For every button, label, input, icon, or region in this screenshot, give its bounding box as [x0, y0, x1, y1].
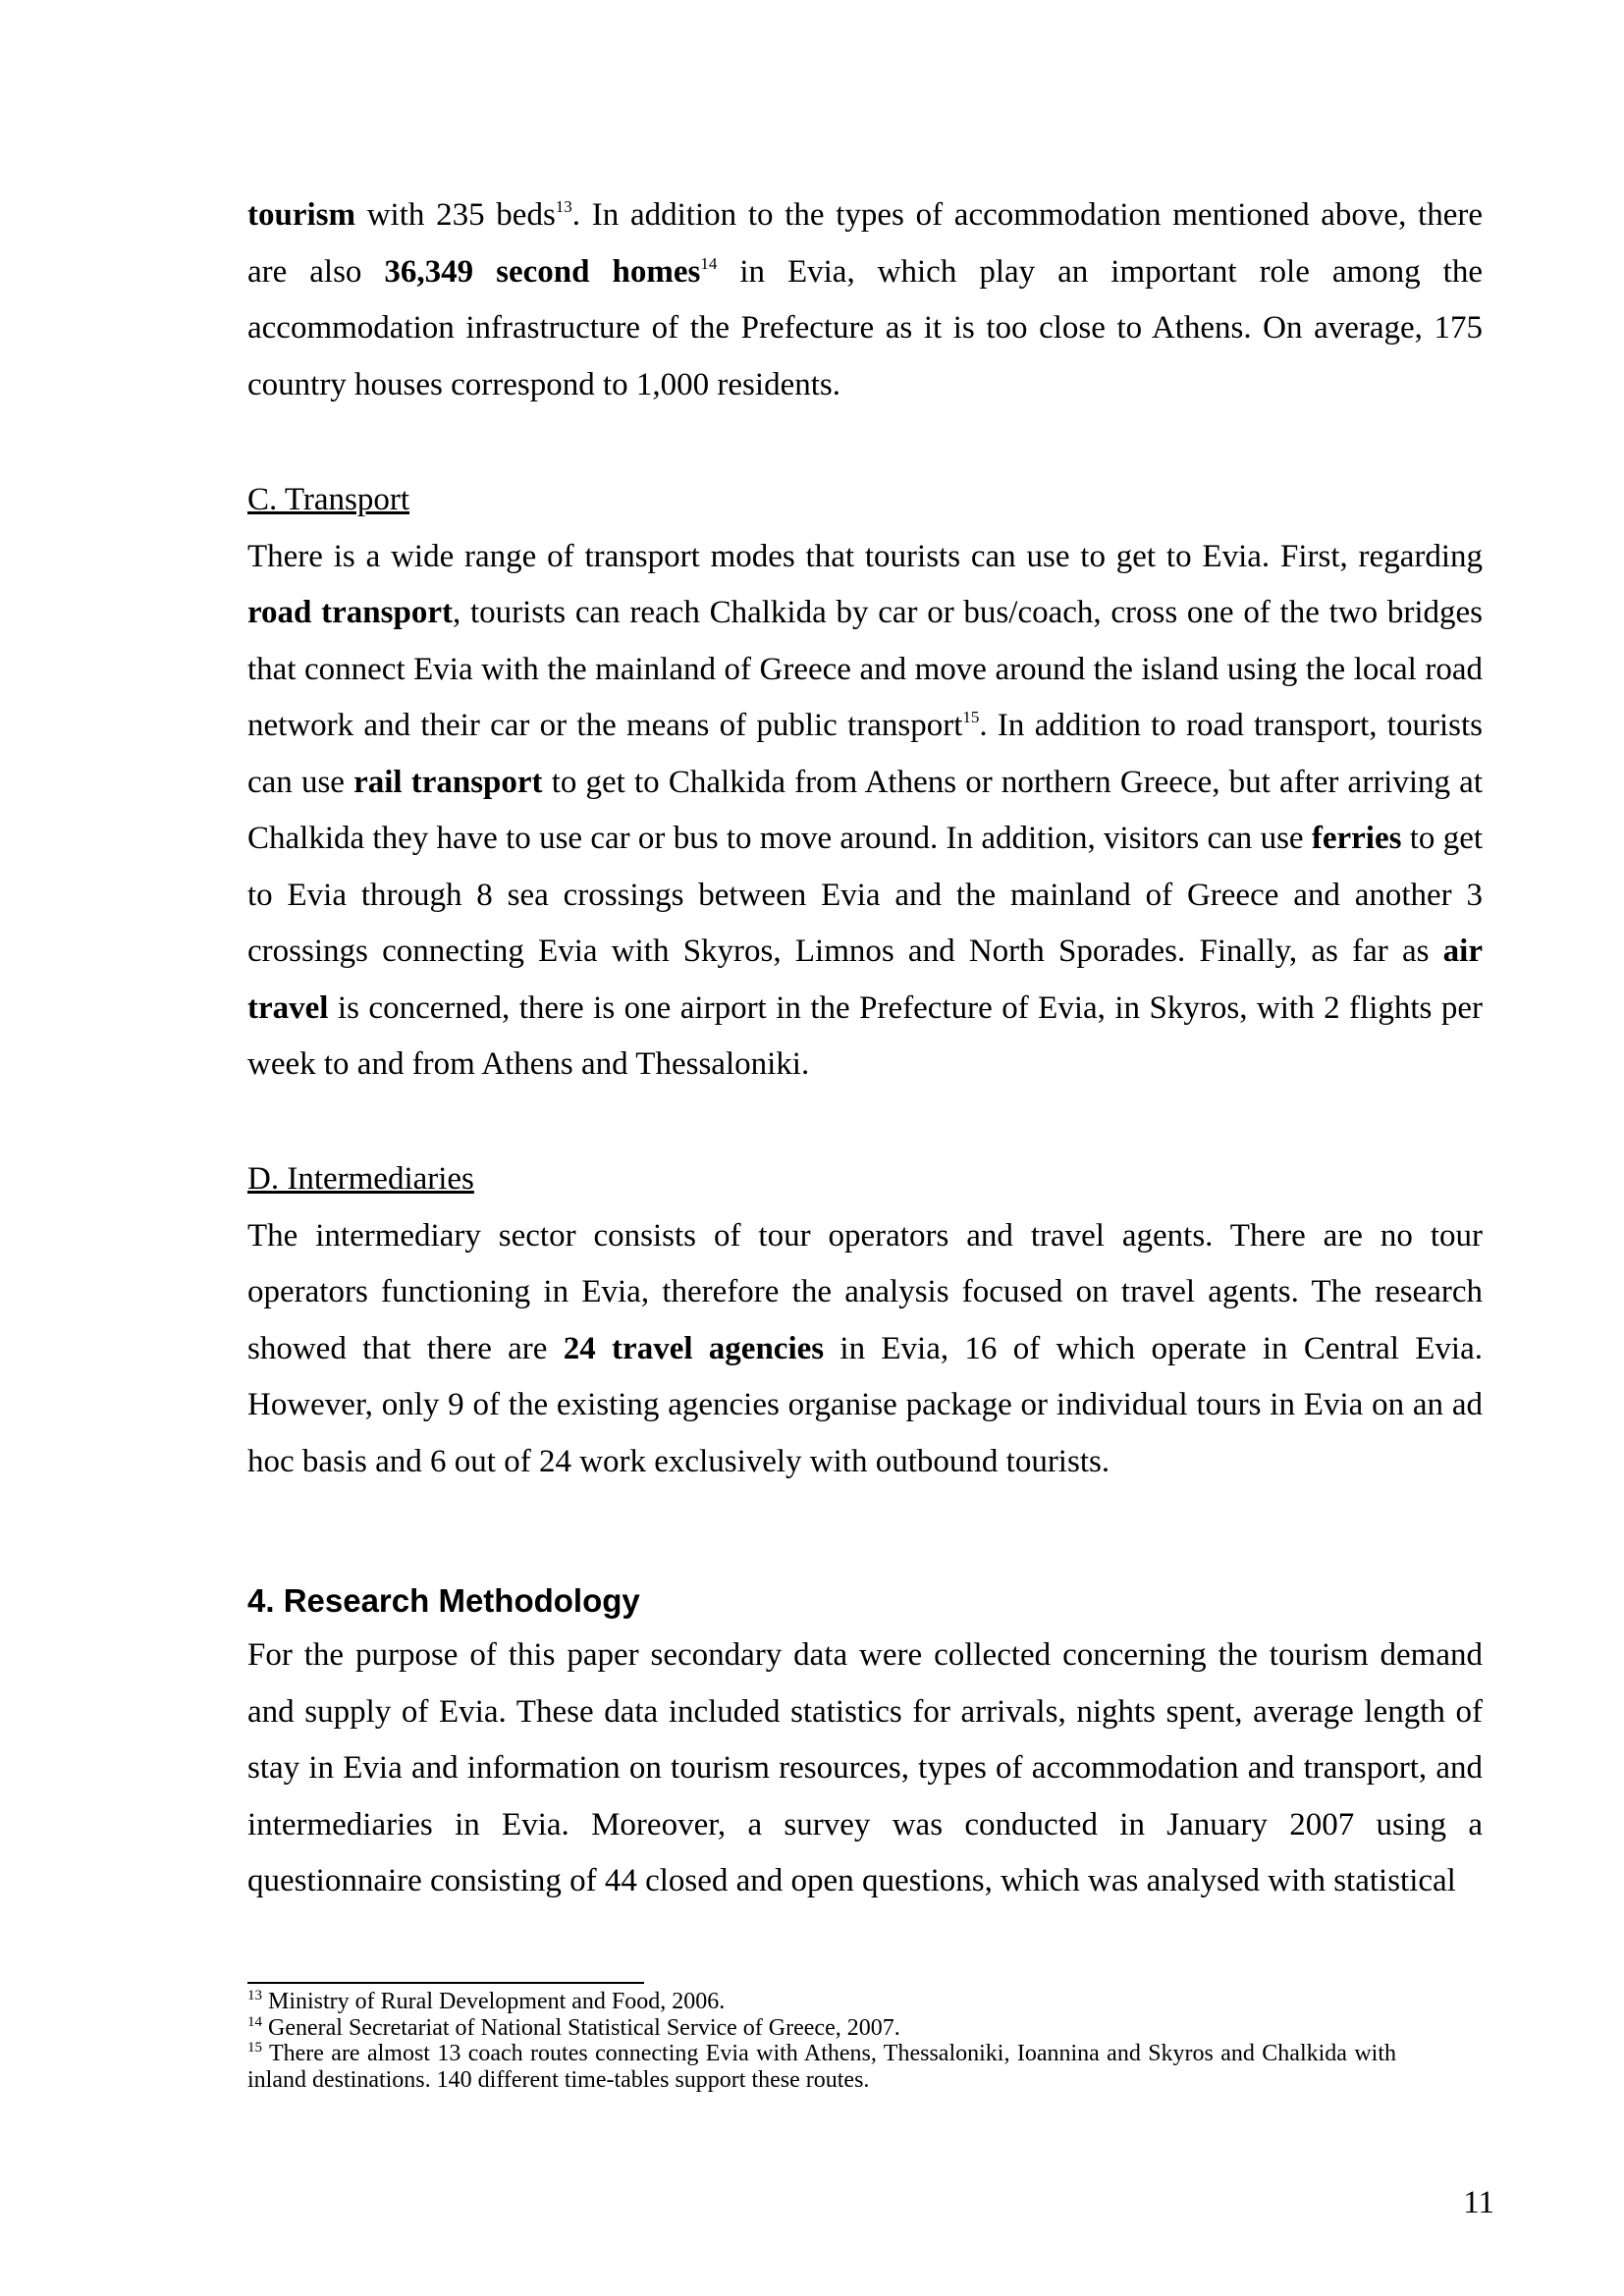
transport-text-1: There is a wide range of transport modes that tourists can use to get to Evia. First, regarding	[247, 538, 1483, 574]
footnote-text: Ministry of Rural Development and Food, 2006.	[262, 1989, 726, 2014]
transport-paragraph	[247, 529, 1483, 1094]
transport-section	[247, 472, 1483, 1094]
transport-heading: C. Transport	[247, 482, 410, 517]
bold-term-tourism: tourism	[247, 197, 355, 233]
research-methodology-section	[247, 1575, 1483, 1910]
page-number: 11	[1463, 2185, 1494, 2220]
footnote-text: General Secretariat of National Statistical Service of Greece, 2007.	[262, 2014, 900, 2041]
bold-term-rail-transport: rail transport	[353, 764, 543, 800]
transport-text-2: , tourists can reach Chalkida by car or bus/coach, cross one of the two bridges that connect Evia with the mainland of Greece and move around the island using the local road network and their car or the means of public transport	[247, 595, 1483, 743]
footnote-number: 14	[247, 2013, 262, 2030]
intro-text-1: with 235 beds	[355, 197, 556, 233]
intro-text-3: in Evia, which play an important role among the accommodation infrastructure of the Prefecture as it is too close to Athens. On average, 175 country houses correspond to 1,000 residents.	[247, 253, 1483, 402]
footnote-ref-14[interactable]: 14	[700, 253, 718, 273]
transport-text-4: to get to Chalkida from Athens or northern Greece, but after arriving at Chalkida they have to use car or bus to move around. In addition, visitors can use	[247, 764, 1483, 856]
bold-term-second-homes: 36,349 second homes	[384, 253, 701, 290]
bold-term-travel-agencies: 24 travel agencies	[563, 1330, 825, 1366]
intermediaries-section	[247, 1151, 1483, 1490]
intermediaries-text-1: The intermediary sector consists of tour operators and travel agents. There are no tour operators functioning in Evia, therefore the analysis focused on travel agents. The research showed that there are	[247, 1217, 1483, 1366]
footnote-ref-15[interactable]: 15	[962, 708, 980, 726]
footnote-number: 15	[247, 2040, 262, 2056]
transport-text-3: . In addition to road transport, tourists can use	[247, 708, 1483, 800]
footnote-divider	[247, 1982, 644, 1984]
footnote-14	[247, 2015, 1396, 2042]
footnote-number: 13	[247, 1988, 262, 2003]
intro-paragraph	[247, 187, 1483, 413]
footnotes	[247, 1989, 1396, 2093]
section-heading: 4. Research Methodology	[247, 1582, 640, 1619]
transport-text-6: is concerned, there is one airport in the Prefecture of Evia, in Skyros, with 2 flights per week to and from Athens and Thessaloniki.	[247, 989, 1483, 1082]
accommodation-paragraph-continued	[247, 187, 1483, 413]
intermediaries-paragraph	[247, 1208, 1483, 1491]
footnote-13	[247, 1989, 1396, 2015]
bold-term-road-transport: road transport	[247, 595, 453, 630]
footnote-15	[247, 2041, 1396, 2093]
intermediaries-text-2: in Evia, 16 of which operate in Central Evia. However, only 9 of the existing agencies organise package or individual tours in Evia on an ad hoc basis and 6 out of 24 work exclusively with outbound tourists.	[247, 1330, 1483, 1479]
methodology-paragraph: For the purpose of this paper secondary data were collected concerning the tourism demand and supply of Evia. These data included statistics for arrivals, nights spent, average length of stay in Evia and information on tourism resources, types of accommodation and transport, and intermediaries in Evia. Moreover, a survey was conducted in January 2007 using a questionnaire consisting of 44 closed and open questions, which was analysed with statistical	[247, 1637, 1483, 1898]
intro-text-2: . In addition to the types of accommodation mentioned above, there are also	[247, 197, 1483, 290]
footnote-text: There are almost 13 coach routes connecting Evia with Athens, Thessaloniki, Ioannina and Skyros and Chalkida with inland destinations. 140 different time-tables support these routes.	[247, 2041, 1396, 2093]
bold-term-air-travel: air travel	[247, 934, 1483, 1026]
transport-text-5: to get to Evia through 8 sea crossings between Evia and the mainland of Greece and another 3 crossings connecting Evia with Skyros, Limnos and North Sporades. Finally, as far as	[247, 821, 1484, 969]
footnote-ref-13[interactable]: 13	[555, 197, 572, 216]
intermediaries-heading: D. Intermediaries	[247, 1161, 474, 1197]
bold-term-ferries: ferries	[1311, 821, 1402, 856]
